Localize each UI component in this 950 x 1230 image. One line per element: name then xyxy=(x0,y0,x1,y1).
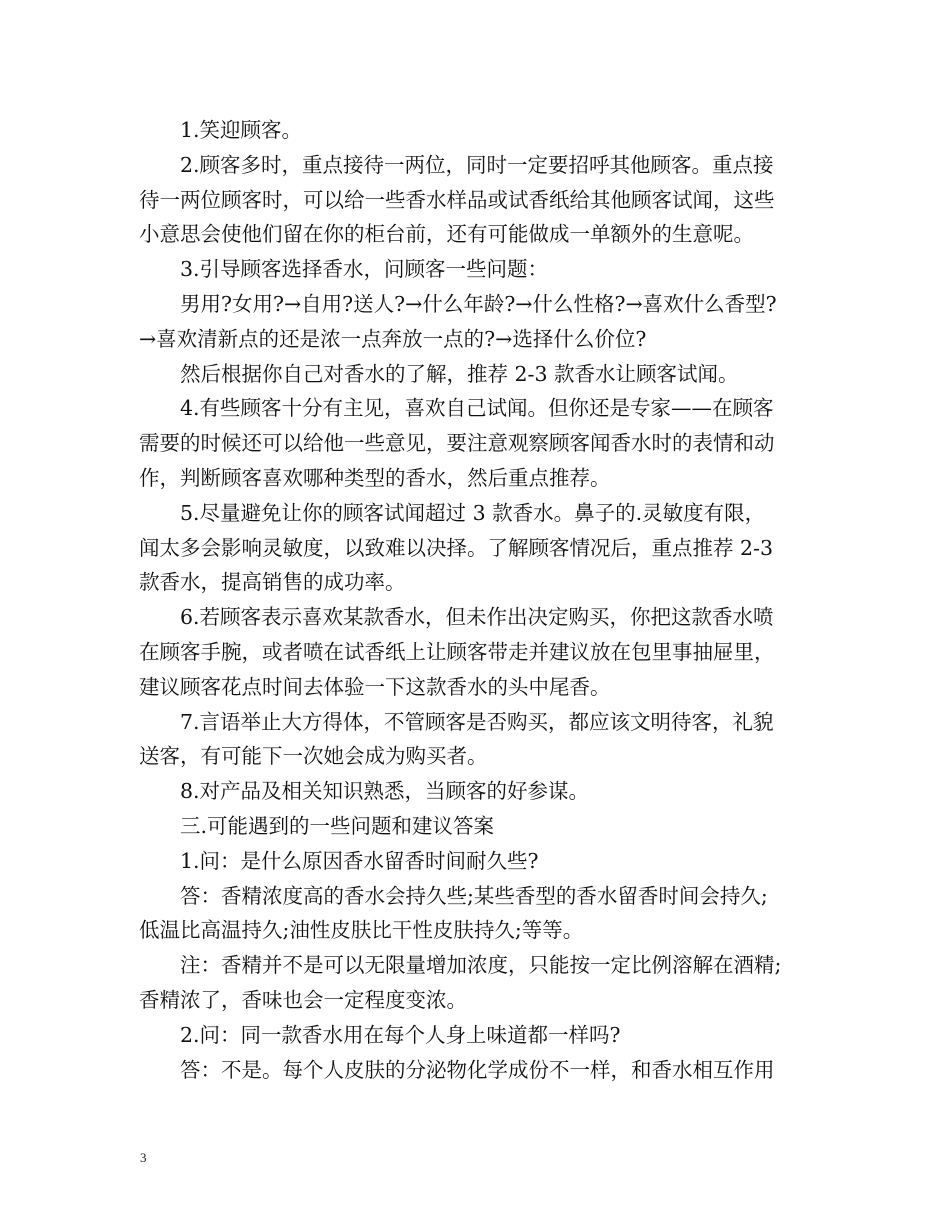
text-line: 然后根据你自己对香水的了解，推荐 2-3 款香水让顾客试闻。 xyxy=(180,361,739,386)
paragraph xyxy=(139,705,815,775)
text-line: 1.问：是什么原因香水留香时间耐久些? xyxy=(180,848,539,873)
text-line: 在顾客手腕，或者喷在试香纸上让顾客带走并建议放在包里事抽屉里， xyxy=(139,639,775,664)
page-number: 3 xyxy=(140,1150,147,1165)
text-line: 8.对产品及相关知识熟悉，当顾客的好参谋。 xyxy=(180,779,590,804)
paragraph xyxy=(139,113,815,148)
paragraph xyxy=(139,879,815,949)
text-line: 答：不是。每个人皮肤的分泌物化学成份不一样，和香水相互作用 xyxy=(180,1057,775,1082)
paragraph xyxy=(139,809,815,844)
text-line: 送客，有可能下一次她会成为购买者。 xyxy=(139,744,488,769)
paragraph xyxy=(139,948,815,1018)
text-line: 闻太多会影响灵敏度，以致难以决择。了解顾客情况后，重点推荐 2-3 xyxy=(139,535,774,560)
text-line: 需要的时候还可以给他一些意见，要注意观察顾客闻香水时的表情和动 xyxy=(139,431,775,456)
text-line: 作，判断顾客喜欢哪种类型的香水，然后重点推荐。 xyxy=(139,465,611,490)
document-body xyxy=(139,113,815,1087)
text-line: 6.若顾客表示喜欢某款香水，但未作出决定购买，你把这款香水喷 xyxy=(180,605,774,630)
text-line: 男用?女用?→自用?送人?→什么年龄?→什么性格?→喜欢什么香型? xyxy=(180,291,777,316)
text-line: 2.顾客多时，重点接待一两位，同时一定要招呼其他顾客。重点接 xyxy=(180,152,774,177)
text-line: 待一两位顾客时，可以给一些香水样品或试香纸给其他顾客试闻，这些 xyxy=(139,187,775,212)
paragraph xyxy=(139,844,815,879)
text-line: 注：香精并不是可以无限量增加浓度，只能按一定比例溶解在酒精; xyxy=(180,953,782,978)
text-line: 低温比高温持久;油性皮肤比干性皮肤持久;等等。 xyxy=(139,918,584,943)
paragraph xyxy=(139,600,815,704)
paragraph xyxy=(139,148,815,252)
paragraph xyxy=(139,252,815,287)
text-line: 款香水，提高销售的成功率。 xyxy=(139,570,406,595)
text-line: 7.言语举止大方得体，不管顾客是否购买，都应该文明待客，礼貌 xyxy=(180,709,774,734)
text-line: 建议顾客花点时间去体验一下这款香水的头中尾香。 xyxy=(139,674,611,699)
paragraph xyxy=(139,1018,815,1053)
text-line: 三.可能遇到的一些问题和建议答案 xyxy=(180,813,495,838)
text-line: 4.有些顾客十分有主见，喜欢自己试闻。但你还是专家——在顾客 xyxy=(180,396,774,421)
paragraph xyxy=(139,774,815,809)
text-line: 香精浓了，香味也会一定程度变浓。 xyxy=(139,987,467,1012)
text-line: →喜欢清新点的还是浓一点奔放一点的?→选择什么价位? xyxy=(139,326,647,351)
paragraph xyxy=(139,496,815,600)
paragraph xyxy=(139,357,815,392)
text-line: 5.尽量避免让你的顾客试闻超过 3 款香水。鼻子的.灵敏度有限， xyxy=(180,500,766,525)
paragraph xyxy=(139,1053,815,1088)
paragraph xyxy=(139,287,815,357)
paragraph xyxy=(139,391,815,495)
text-line: 1.笑迎顾客。 xyxy=(180,118,303,142)
text-line: 3.引导顾客选择香水，问顾客一些问题： xyxy=(180,257,549,282)
text-line: 2.问：同一款香水用在每个人身上味道都一样吗? xyxy=(180,1022,621,1047)
text-line: 小意思会使他们留在你的柜台前，还有可能做成一单额外的生意呢。 xyxy=(139,222,754,247)
text-line: 答：香精浓度高的香水会持久些;某些香型的香水留香时间会持久; xyxy=(180,883,768,908)
